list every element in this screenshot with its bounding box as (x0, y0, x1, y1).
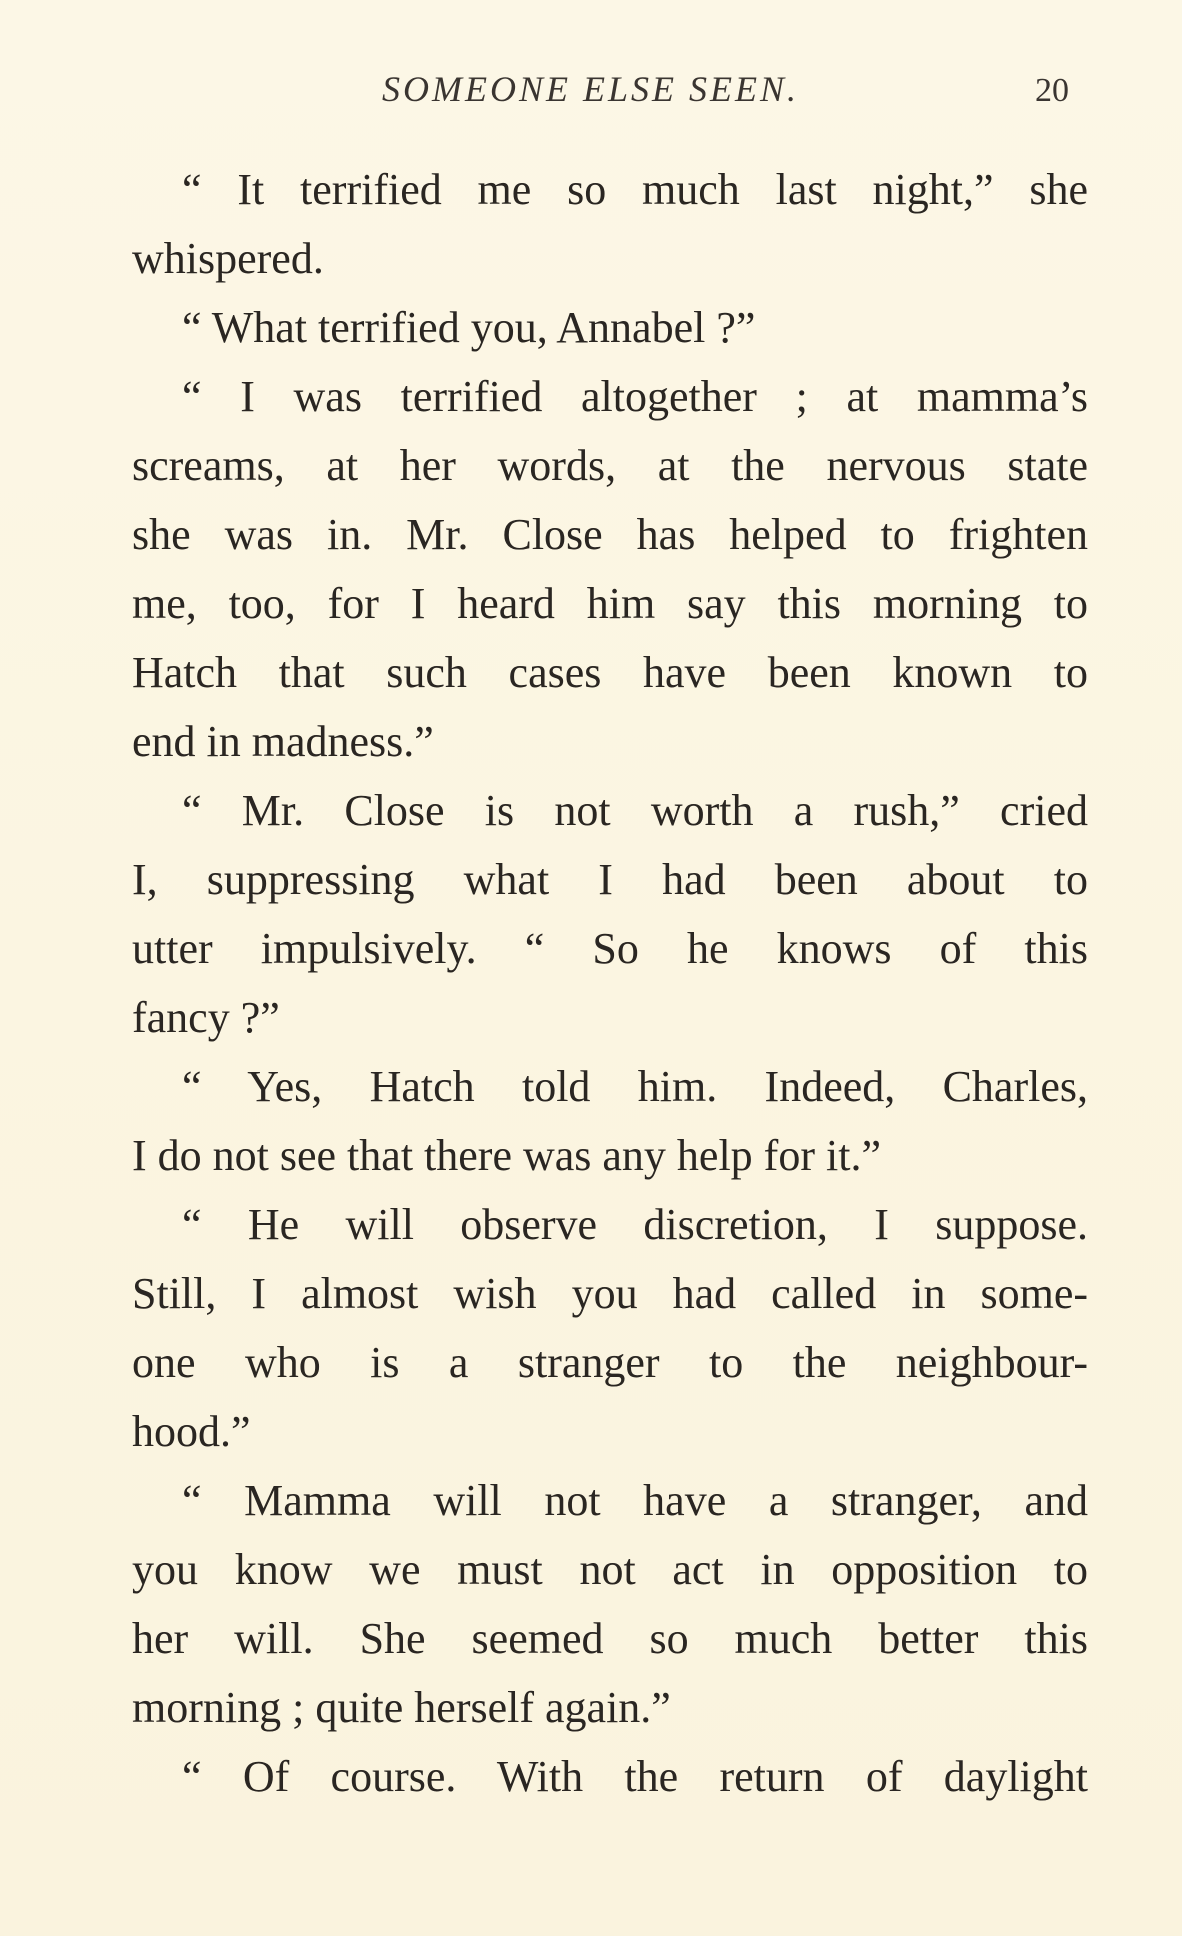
text-line: “ Of course. With the return of daylight (182, 1752, 1088, 1801)
running-head (0, 68, 1182, 118)
text-line: Hatch that such cases have been known to (132, 648, 1088, 697)
text-line: me, too, for I heard him say this morning to (132, 579, 1088, 628)
text-line: “ Yes, Hatch told him. Indeed, Charles, (182, 1062, 1088, 1111)
text-line: screams, at her words, at the nervous state (132, 441, 1088, 490)
text-line: her will. She seemed so much better this (132, 1614, 1088, 1663)
text-line: whispered. (132, 234, 324, 283)
text-line: “ Mr. Close is not worth a rush,” cried (182, 786, 1088, 835)
text-line: “ What terrified you, Annabel ?” (182, 303, 756, 352)
text-line: “ He will observe discretion, I suppose. (182, 1200, 1088, 1249)
text-line: Still, I almost wish you had called in some- (132, 1269, 1088, 1318)
text-line: one who is a stranger to the neighbour- (132, 1338, 1088, 1387)
page-number: 20 (1035, 72, 1069, 109)
text-line: “ Mamma will not have a stranger, and (182, 1476, 1088, 1525)
text-line: I, suppressing what I had been about to (132, 855, 1088, 904)
text-line: utter impulsively. “ So he knows of this (132, 924, 1088, 973)
text-line: fancy ?” (132, 993, 280, 1042)
text-line: end in madness.” (132, 717, 434, 766)
body-text (132, 155, 1088, 1811)
text-line: she was in. Mr. Close has helped to frighten (132, 510, 1088, 559)
text-line: “ I was terrified altogether ; at mamma’s (182, 372, 1088, 421)
text-line: “ It terrified me so much last night,” she (182, 165, 1088, 214)
text-line: you know we must not act in opposition to (132, 1545, 1088, 1594)
text-line: hood.” (132, 1407, 251, 1456)
text-line: morning ; quite herself again.” (132, 1683, 671, 1732)
running-title: SOMEONE ELSE SEEN. (382, 69, 799, 109)
text-line: I do not see that there was any help for it.” (132, 1131, 881, 1180)
